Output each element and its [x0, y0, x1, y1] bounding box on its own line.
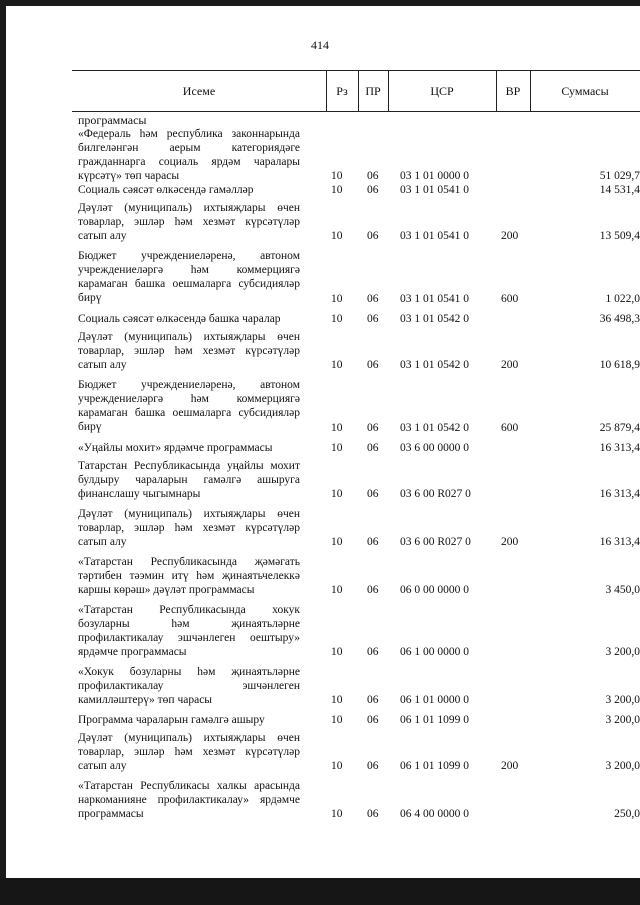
row-pr: 06 [367, 760, 379, 772]
row-name: Дәүләт (муниципаль) ихтыяҗлары өчен товарлар, эшләр һәм хезмәт күрсәтүләр сатып алу [78, 331, 300, 371]
row-name: Дәүләт (муниципаль) ихтыяҗлары өчен товарлар, эшләр һәм хезмәт күрсәтүләр сатып алу [78, 508, 300, 548]
row-csr: 03 6 00 R027 0 [400, 488, 471, 500]
header-rz: Рз [336, 84, 348, 98]
row-vr: 200 [501, 536, 519, 548]
row-rz: 10 [331, 584, 343, 596]
row-sum: 16 313,4 [599, 442, 640, 454]
row-sum: 1 022,0 [605, 293, 640, 305]
row-sum: 13 509,4 [599, 230, 640, 242]
table-header [72, 70, 640, 112]
table-row [0, 665, 640, 713]
row-rz: 10 [331, 359, 343, 371]
header-pr: ПР [365, 84, 381, 98]
row-vr: 200 [501, 359, 519, 371]
row-csr: 03 6 00 R027 0 [400, 536, 471, 548]
row-name: «Федераль һәм республика законнарында билгеләнгән аерым категориядәге гражданнарга социаль ярдәм чаралары күрсәтү» төп чарасы [78, 128, 300, 182]
row-name: Дәүләт (муниципаль) ихтыяҗлары өчен товарлар, эшләр һәм хезмәт күрсәтүләр сатып алу [78, 732, 300, 772]
row-vr: 600 [501, 293, 519, 305]
row-rz: 10 [331, 170, 343, 182]
row-pr: 06 [367, 422, 379, 434]
row-pr: 06 [367, 359, 379, 371]
row-rz: 10 [331, 646, 343, 658]
row-sum: 250,0 [614, 808, 640, 820]
row-name: Социаль сәясәт өлкәсендә башка чаралар [78, 313, 281, 325]
row-sum: 36 498,3 [599, 313, 640, 325]
header-vr: ВР [505, 84, 521, 98]
table-row [0, 249, 640, 312]
table-row [0, 312, 640, 330]
row-name: Бюджет учреждениеләренә, автоном учреждениеләргә һәм коммерциягә карамаган башка оешмаларга субсидияләр бирү [78, 379, 300, 433]
row-pr: 06 [367, 442, 379, 454]
row-rz: 10 [331, 714, 343, 726]
table-body [0, 127, 640, 827]
row-csr: 03 1 01 0542 0 [400, 313, 469, 325]
table-row [0, 731, 640, 779]
table-row [0, 459, 640, 507]
row-rz: 10 [331, 293, 343, 305]
table-row [0, 183, 640, 201]
row-pr: 06 [367, 694, 379, 706]
table-row [0, 378, 640, 441]
row-rz: 10 [331, 184, 343, 196]
row-sum: 25 879,4 [599, 422, 640, 434]
row-pr: 06 [367, 313, 379, 325]
row-csr: 03 1 01 0541 0 [400, 293, 469, 305]
row-rz: 10 [331, 808, 343, 820]
header-csr: ЦСР [430, 84, 454, 98]
row-sum: 14 531,4 [599, 184, 640, 196]
row-csr: 03 6 00 0000 0 [400, 442, 469, 454]
row-sum: 3 450,0 [605, 584, 640, 596]
row-pr: 06 [367, 584, 379, 596]
table-row [0, 201, 640, 249]
row-csr: 03 1 01 0541 0 [400, 184, 469, 196]
row-rz: 10 [331, 694, 343, 706]
row-csr: 06 1 01 1099 0 [400, 714, 469, 726]
row-pr: 06 [367, 714, 379, 726]
row-sum: 3 200,0 [605, 646, 640, 658]
table-row [0, 330, 640, 378]
row-csr: 03 1 01 0542 0 [400, 422, 469, 434]
row-name: Социаль сәясәт өлкәсендә гамәлләр [78, 184, 254, 196]
row-pr: 06 [367, 646, 379, 658]
row-csr: 03 1 01 0541 0 [400, 230, 469, 242]
row-rz: 10 [331, 230, 343, 242]
header-name: Исеме [182, 84, 216, 98]
row-pr: 06 [367, 293, 379, 305]
row-sum: 3 200,0 [605, 694, 640, 706]
row-sum: 16 313,4 [599, 488, 640, 500]
row-name: Программа чараларын гамәлгә ашыру [78, 714, 265, 726]
row-sum: 3 200,0 [605, 714, 640, 726]
row-csr: 06 1 00 0000 0 [400, 646, 469, 658]
row-pr: 06 [367, 170, 379, 182]
row-sum: 51 029,7 [599, 170, 640, 182]
header-sum: Суммасы [561, 84, 609, 98]
row-rz: 10 [331, 760, 343, 772]
table-row [0, 779, 640, 827]
row-name: «Татарстан Республикасы халкы арасында наркоманияне профилактикалау» ярдәмче программасы [78, 780, 300, 820]
row-sum: 3 200,0 [605, 760, 640, 772]
row-pr: 06 [367, 536, 379, 548]
row-name: «Хокук бозуларны һәм җинаятьләрне профилактикалау эшчәнлеген камилләштерү» төп чарасы [78, 666, 300, 706]
table-row [0, 507, 640, 555]
row-name: «Уңайлы мохит» ярдәмче программасы [78, 442, 273, 454]
row-name: «Татарстан Республикасында җәмәгать тәртибен тәэмин итү һәм җинаятьчелеккә каршы көрәш» дәүләт программасы [78, 556, 300, 596]
table-row [0, 441, 640, 459]
row-sum: 10 618,9 [599, 359, 640, 371]
row-rz: 10 [331, 488, 343, 500]
row-vr: 600 [501, 422, 519, 434]
row-csr: 03 1 01 0000 0 [400, 170, 469, 182]
row-name: Татарстан Республикасында уңайлы мохит булдыру чараларын гамәлгә ашыруга финанслашу чыгымнары [78, 460, 300, 500]
row-rz: 10 [331, 422, 343, 434]
table-row [0, 603, 640, 665]
row-csr: 06 1 01 1099 0 [400, 760, 469, 772]
continuation-text: программасы [78, 113, 147, 127]
row-vr: 200 [501, 230, 519, 242]
row-name: Дәүләт (муниципаль) ихтыяҗлары өчен товарлар, эшләр һәм хезмәт күрсәтүләр сатып алу [78, 202, 300, 242]
scan-edge-bottom [0, 878, 640, 905]
row-pr: 06 [367, 184, 379, 196]
row-pr: 06 [367, 488, 379, 500]
row-sum: 16 313,4 [599, 536, 640, 548]
row-csr: 03 1 01 0542 0 [400, 359, 469, 371]
table-row [0, 127, 640, 183]
row-csr: 06 1 01 0000 0 [400, 694, 469, 706]
row-csr: 06 0 00 0000 0 [400, 584, 469, 596]
scan-edge-top [0, 0, 640, 6]
table-row [0, 713, 640, 731]
row-rz: 10 [331, 536, 343, 548]
page-number: 414 [311, 38, 329, 52]
row-rz: 10 [331, 313, 343, 325]
row-pr: 06 [367, 808, 379, 820]
row-pr: 06 [367, 230, 379, 242]
row-rz: 10 [331, 442, 343, 454]
table-row [0, 555, 640, 603]
row-name: Бюджет учреждениеләренә, автоном учреждениеләргә һәм коммерциягә карамаган башка оешмаларга субсидияләр бирү [78, 250, 300, 304]
row-name: «Татарстан Республикасында хокук бозуларны һәм җинаятьләрне профилактикалау эшчәнлеген оештыру» ярдәмче программасы [78, 604, 300, 658]
row-csr: 06 4 00 0000 0 [400, 808, 469, 820]
row-vr: 200 [501, 760, 519, 772]
